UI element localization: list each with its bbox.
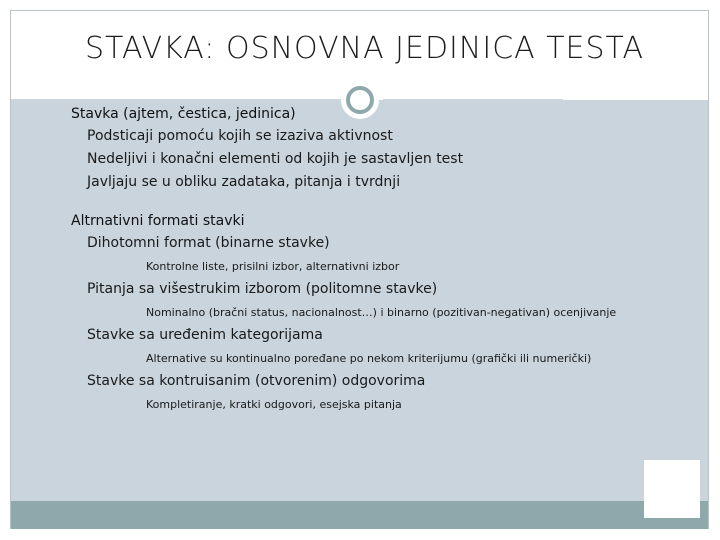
- bullet-item: Stavke sa kontruisanim (otvorenim) odgovorima: [87, 373, 426, 389]
- slide: [10, 10, 709, 529]
- section-gap: [71, 194, 688, 210]
- title-divider-right: [383, 99, 563, 100]
- bullet-item: Stavke sa uređenim kategorijama: [87, 327, 323, 343]
- section-heading: Altrnativni formati stavki: [71, 213, 245, 229]
- footer-bar: [11, 501, 708, 529]
- bullet-item: Pitanja sa višestrukim izborom (politomne stavke): [87, 281, 438, 297]
- bullet-item: Dihotomni format (binarne stavke): [87, 235, 330, 251]
- sub-bullet-item: Alternative su kontinualno poređane po nekom kriterijumu (grafički ili numerički): [146, 352, 592, 365]
- sub-bullet-item: Nominalno (bračni status, nacionalnost…) i binarno (pozitivan-negativan) ocenjivanje: [146, 306, 617, 319]
- section-heading: Stavka (ajtem, čestica, jedinica): [71, 106, 296, 122]
- slide-content: [71, 103, 688, 416]
- bullet-item: Podsticaji pomoću kojih se izaziva aktivnost: [87, 128, 393, 144]
- title-divider-left: [11, 99, 344, 100]
- sub-bullet-item: Kontrolne liste, prisilni izbor, alternativni izbor: [146, 260, 400, 273]
- corner-box: [644, 460, 700, 518]
- bullet-item: Javljaju se u obliku zadataka, pitanja i tvrdnji: [87, 174, 401, 190]
- slide-title: STAVKA: OSNOVNA JEDINICA TESTA: [85, 31, 645, 66]
- sub-bullet-item: Kompletiranje, kratki odgovori, esejska pitanja: [146, 398, 402, 411]
- bullet-item: Nedeljivi i konačni elementi od kojih je sastavljen test: [87, 151, 464, 167]
